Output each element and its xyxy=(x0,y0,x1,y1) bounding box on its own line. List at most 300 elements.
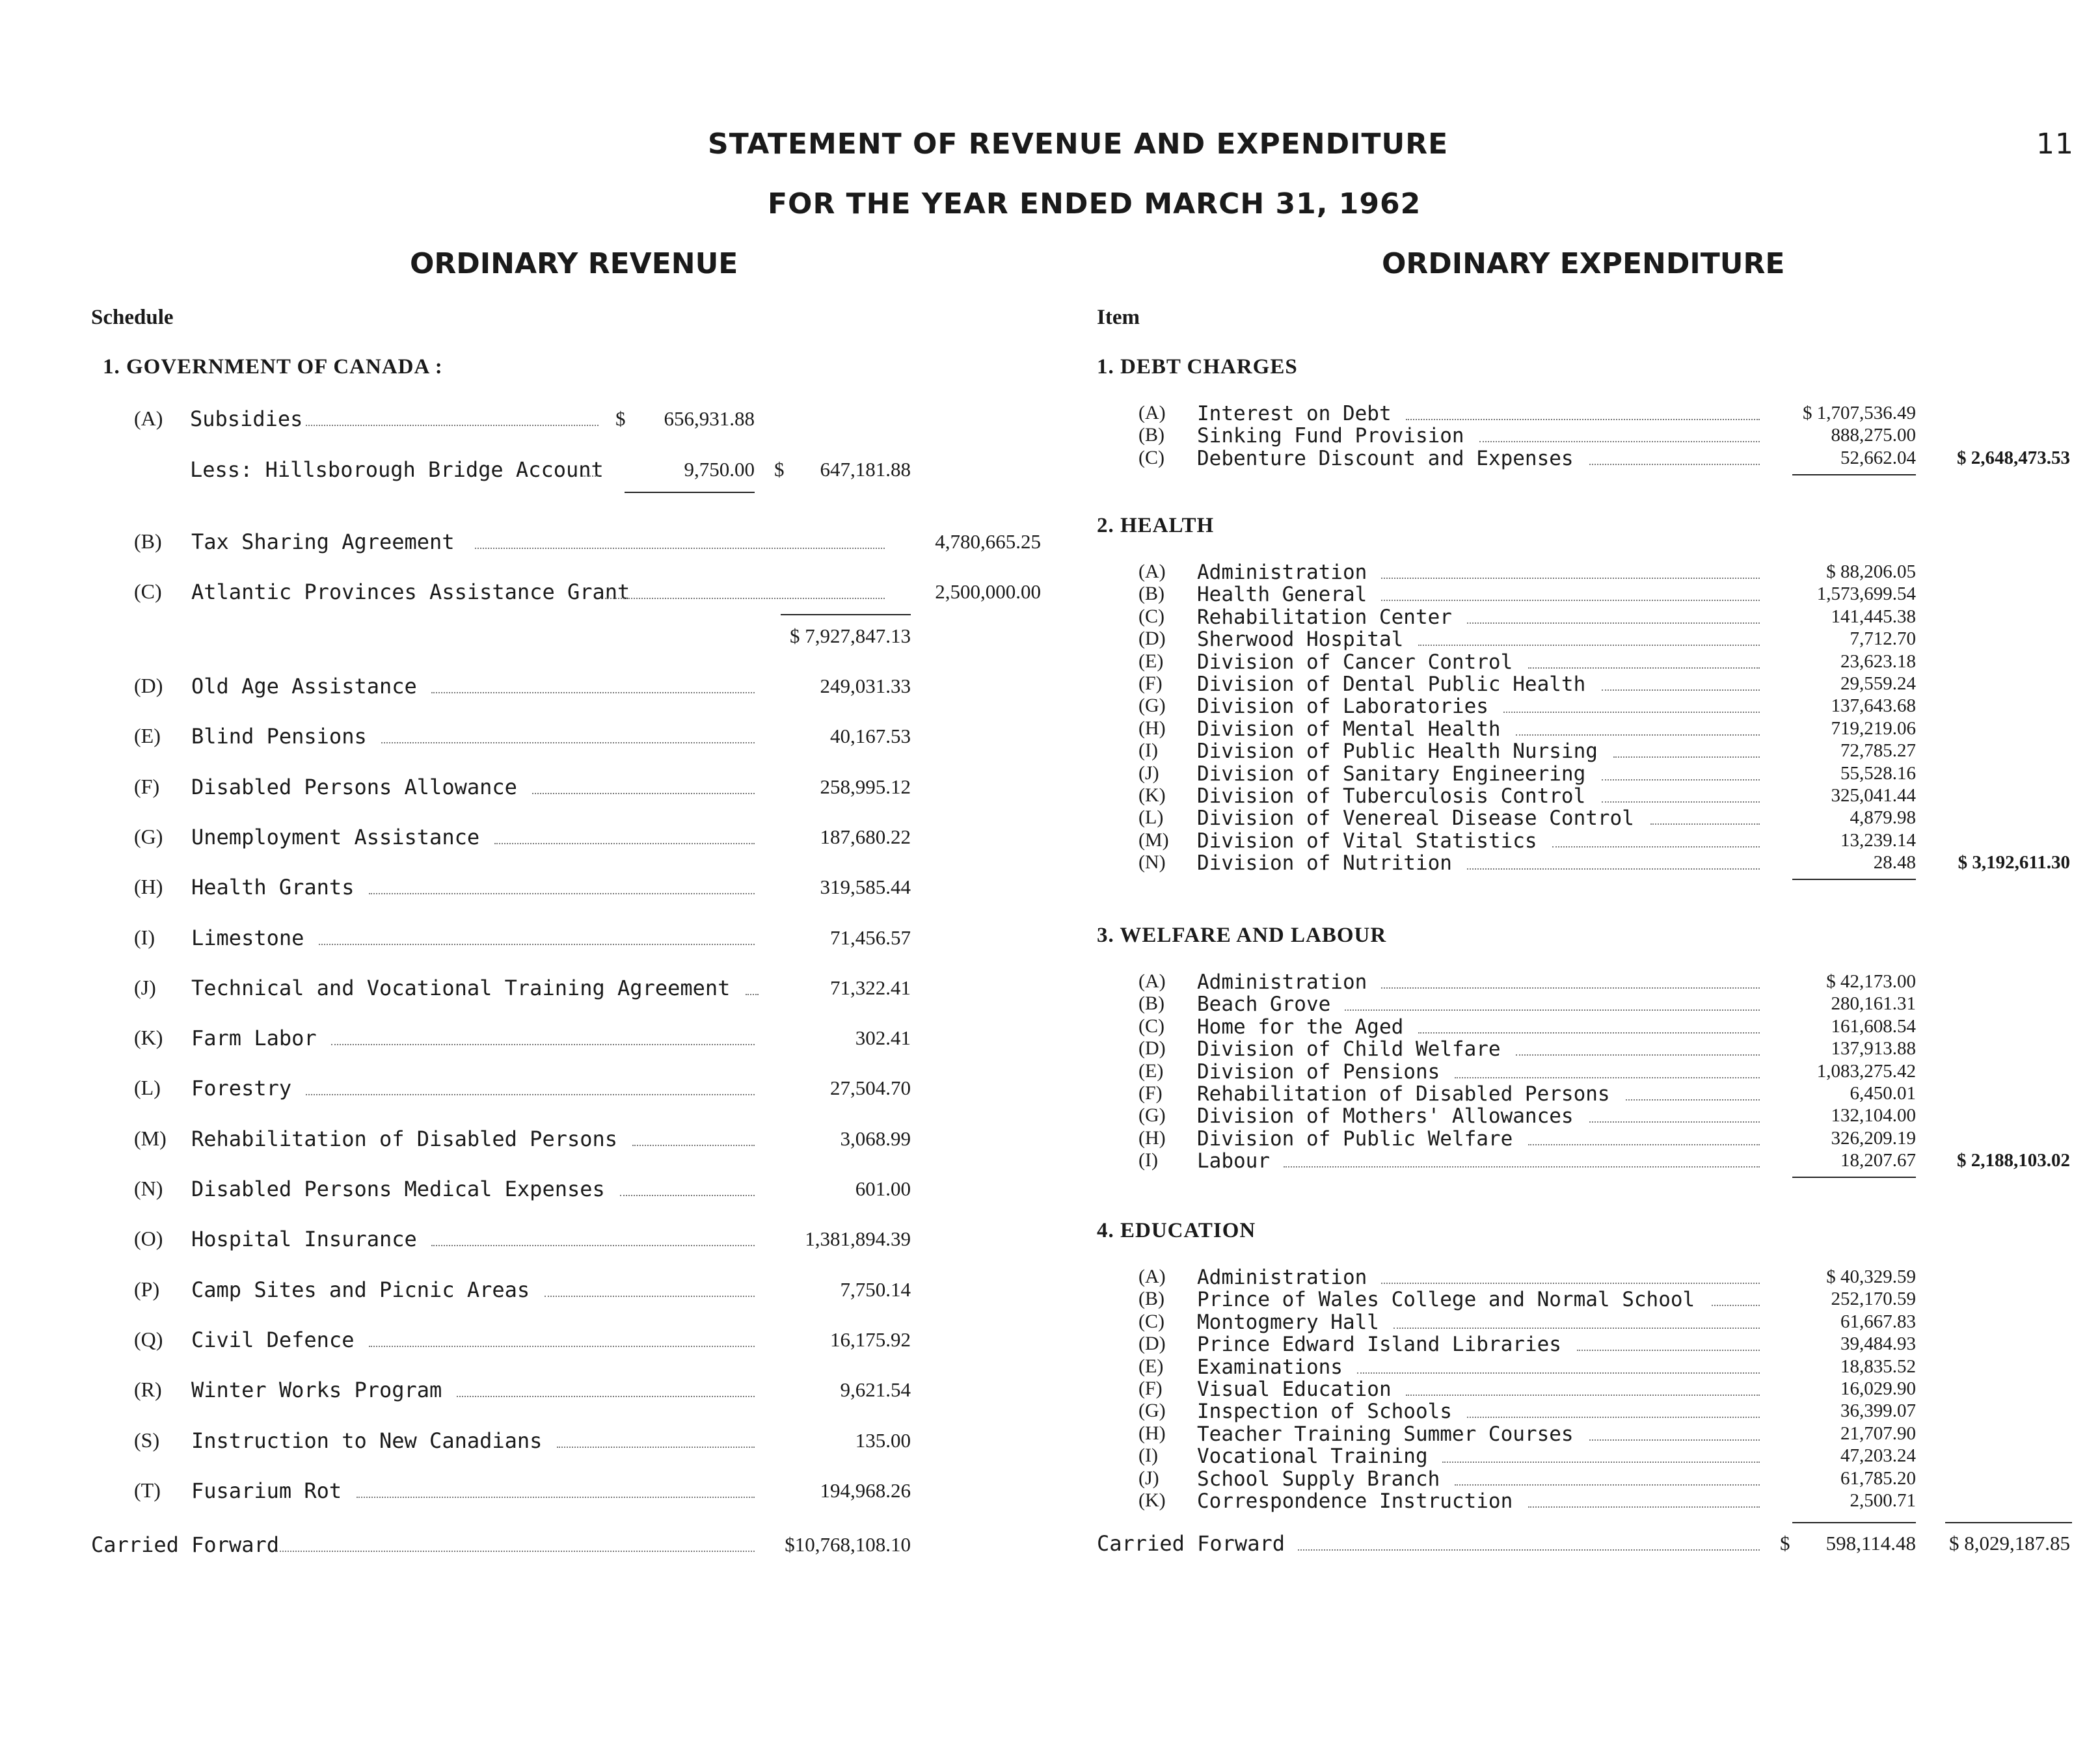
list-item xyxy=(1106,1422,2075,1445)
row-letter: (M) xyxy=(134,1126,167,1150)
carried-forward-label: Carried Forward xyxy=(1097,1531,1285,1556)
row-label: Division of Venereal Disease Control xyxy=(1197,807,1634,831)
row-letter: (D) xyxy=(1138,1037,1166,1060)
leader-dots xyxy=(1467,622,1760,624)
row-letter: (S) xyxy=(134,1428,160,1452)
row-label: Administration xyxy=(1197,561,1367,584)
row-amount: 39,484.93 xyxy=(1840,1333,1916,1355)
less-amount: 9,750.00 xyxy=(684,458,755,481)
row-label: Beach Grove xyxy=(1197,993,1331,1017)
row-letter: (D) xyxy=(1138,628,1166,650)
row-label: Division of Public Health Nursing xyxy=(1197,740,1598,764)
row-label: Unemployment Assistance xyxy=(191,824,480,849)
leader-dots xyxy=(620,1195,755,1196)
row-amount: 61,667.83 xyxy=(1840,1311,1916,1332)
row-letter: (E) xyxy=(1138,650,1164,672)
row-letter: (B) xyxy=(134,529,162,553)
leader-dots xyxy=(1418,645,1760,646)
leader-dots xyxy=(582,475,599,477)
row-amount: 1,083,275.42 xyxy=(1816,1060,1916,1082)
row-letter: (I) xyxy=(1138,740,1158,762)
row-amount: 194,968.26 xyxy=(820,1478,911,1502)
list-item xyxy=(1106,695,2075,717)
row-label: Technical and Vocational Training Agreement xyxy=(191,975,731,1000)
list-item xyxy=(134,825,915,851)
page-subtitle: FOR THE YEAR ENDED MARCH 31, 1962 xyxy=(768,187,1421,220)
row-amount: 137,913.88 xyxy=(1831,1038,1916,1060)
row-letter: (T) xyxy=(134,1478,161,1502)
row-letter: (G) xyxy=(134,824,163,848)
row-letter: (H) xyxy=(1138,717,1166,739)
list-item xyxy=(134,1328,915,1354)
row-label: Prince Edward Island Libraries xyxy=(1197,1333,1561,1357)
leader-dots xyxy=(1626,1099,1760,1101)
row-label: Labour xyxy=(1197,1149,1270,1173)
row-amount: 187,680.22 xyxy=(820,825,911,848)
leader-dots xyxy=(1589,464,1760,465)
section-total: $ 2,648,473.53 xyxy=(1957,447,2070,468)
row-letter: (J) xyxy=(1138,1467,1159,1489)
list-item xyxy=(1106,1104,2075,1127)
revenue-heading: ORDINARY REVENUE xyxy=(410,247,738,280)
row-amount: 258,995.12 xyxy=(820,775,911,798)
leader-dots xyxy=(1381,987,1760,989)
row-letter: (C) xyxy=(1138,1015,1164,1037)
row-letter: (A) xyxy=(1138,1266,1166,1287)
row-label: Camp Sites and Picnic Areas xyxy=(191,1277,530,1302)
list-item xyxy=(1106,1445,2075,1467)
row-amount: $ 88,206.05 xyxy=(1826,561,1916,582)
leader-dots xyxy=(1650,823,1760,825)
row-label: Subsidies xyxy=(190,407,303,431)
rule xyxy=(1792,474,1916,475)
row-label: Fusarium Rot xyxy=(191,1478,342,1503)
row-letter: (C) xyxy=(1138,1310,1164,1332)
leader-dots xyxy=(1516,734,1760,736)
leader-dots xyxy=(746,994,759,995)
leader-dots xyxy=(1357,1372,1760,1374)
row-letter: (D) xyxy=(1138,1333,1166,1355)
row-label: Winter Works Program xyxy=(191,1378,442,1403)
row-amount: 1,573,699.54 xyxy=(1816,583,1916,605)
row-label: School Supply Branch xyxy=(1197,1467,1440,1491)
carried-forward-label: Carried Forward xyxy=(91,1532,279,1557)
row-amount: 16,029.90 xyxy=(1840,1378,1916,1399)
list-item xyxy=(134,1026,915,1052)
row-letter: (F) xyxy=(1138,1378,1163,1399)
row-letter: (B) xyxy=(1138,1288,1164,1310)
rule xyxy=(625,492,755,493)
carried-forward-amount: 598,114.48 xyxy=(1825,1532,1916,1555)
leader-dots xyxy=(1381,600,1760,601)
list-item xyxy=(1106,628,2075,650)
rule xyxy=(1792,1522,1916,1523)
row-label: Inspection of Schools xyxy=(1197,1400,1452,1424)
row-amount: $ 42,173.00 xyxy=(1826,971,1916,992)
row-amount: 719,219.06 xyxy=(1831,717,1916,739)
row-letter: (R) xyxy=(134,1378,162,1402)
row-label: Rehabilitation Center xyxy=(1197,605,1452,629)
list-item xyxy=(1106,1467,2075,1489)
row-label: Teacher Training Summer Courses xyxy=(1197,1422,1574,1446)
row-label: Division of Sanitary Engineering xyxy=(1197,762,1586,786)
row-letter: (B) xyxy=(1138,583,1164,605)
row-letter: (Q) xyxy=(134,1327,163,1351)
row-amount: 21,707.90 xyxy=(1840,1422,1916,1444)
row-letter: (K) xyxy=(1138,1489,1166,1511)
leader-dots xyxy=(381,742,755,743)
row-amount: 9,621.54 xyxy=(840,1378,911,1402)
row-letter: (L) xyxy=(1138,807,1164,829)
revenue-column-label: Schedule xyxy=(91,306,174,329)
leader-dots xyxy=(1381,1283,1760,1284)
row-letter: (H) xyxy=(1138,1127,1166,1149)
row-label: Visual Education xyxy=(1197,1378,1392,1401)
list-item xyxy=(134,1478,915,1504)
leader-dots xyxy=(557,1447,755,1448)
list-item xyxy=(1106,993,2075,1015)
rule xyxy=(1945,1522,2072,1523)
list-item xyxy=(1106,1037,2075,1060)
expenditure-sections xyxy=(1097,0,2082,1749)
row-amount: 18,835.52 xyxy=(1840,1355,1916,1377)
row-letter: (H) xyxy=(1138,1422,1166,1444)
row-amount: 252,170.59 xyxy=(1831,1288,1916,1310)
row-amount: 141,445.38 xyxy=(1831,606,1916,627)
expenditure-column-label: Item xyxy=(1097,306,1140,329)
row-letter: (G) xyxy=(1138,1400,1166,1422)
leader-dots xyxy=(1442,1462,1760,1463)
leader-dots xyxy=(1712,1305,1760,1306)
row-letter: (K) xyxy=(134,1026,163,1050)
row-label: Rehabilitation of Disabled Persons xyxy=(1197,1082,1610,1106)
row-letter: (J) xyxy=(134,975,156,999)
row-amount: 326,209.19 xyxy=(1831,1127,1916,1149)
page-number: 11 xyxy=(2036,127,2074,161)
list-item xyxy=(134,1227,915,1253)
row-amount: 319,585.44 xyxy=(820,875,911,899)
row-amount: 71,456.57 xyxy=(830,926,911,949)
row-amount: 1,381,894.39 xyxy=(805,1227,911,1251)
list-item xyxy=(134,674,915,700)
row-amount: 23,623.18 xyxy=(1840,650,1916,672)
leader-dots xyxy=(1577,1350,1760,1351)
row-label: Disabled Persons Medical Expenses xyxy=(191,1177,605,1201)
row-amount: 13,239.14 xyxy=(1840,829,1916,851)
row-amount: 40,167.53 xyxy=(830,725,911,748)
row-label: Hospital Insurance xyxy=(191,1227,417,1252)
leader-dots xyxy=(319,944,755,945)
row-amount: $ 1,707,536.49 xyxy=(1803,403,1916,423)
row-label: Debenture Discount and Expenses xyxy=(1197,446,1574,470)
row-amount: 6,450.01 xyxy=(1850,1083,1916,1104)
leader-dots xyxy=(431,692,755,693)
row-label: Health General xyxy=(1197,583,1367,607)
leader-dots xyxy=(1479,441,1760,442)
row-letter: (C) xyxy=(1138,605,1164,627)
row-letter: (C) xyxy=(1138,446,1164,468)
row-label: Farm Labor xyxy=(191,1026,317,1051)
row-label: Sinking Fund Provision xyxy=(1197,424,1464,448)
leader-dots xyxy=(545,1296,755,1297)
expenditure-heading: ORDINARY EXPENDITURE xyxy=(1382,247,1785,280)
list-item xyxy=(1106,807,2075,829)
list-item xyxy=(134,875,915,901)
row-amount: 280,161.31 xyxy=(1831,993,1916,1015)
row-amount: 71,322.41 xyxy=(830,976,911,999)
list-item xyxy=(134,1076,915,1102)
leader-dots xyxy=(1345,1009,1760,1011)
row-label: Administration xyxy=(1197,1266,1367,1289)
list-item xyxy=(134,926,915,952)
leader-dots xyxy=(369,1346,755,1347)
list-item xyxy=(1106,717,2075,740)
list-item xyxy=(1106,1311,2075,1333)
row-amount: 28.48 xyxy=(1873,852,1916,874)
row-amount: 302.41 xyxy=(855,1026,911,1050)
leader-dots xyxy=(1589,1439,1760,1441)
row-letter: (N) xyxy=(1138,851,1166,874)
row-label: Examinations xyxy=(1197,1355,1343,1379)
row-letter: (I) xyxy=(1138,1445,1158,1467)
row-letter: (G) xyxy=(1138,1104,1166,1127)
dollar-sign: $ xyxy=(615,407,626,430)
list-item xyxy=(1106,1127,2075,1149)
row-letter: (J) xyxy=(1138,762,1159,784)
row-label: Tax Sharing Agreement xyxy=(191,529,455,554)
list-item xyxy=(1106,650,2075,673)
row-label: Correspondence Instruction xyxy=(1197,1489,1513,1513)
row-letter: (H) xyxy=(134,875,163,899)
row-letter: (E) xyxy=(1138,1060,1164,1082)
rule xyxy=(1792,879,1916,880)
row-label: Montogmery Hall xyxy=(1197,1310,1379,1334)
row-label: Rehabilitation of Disabled Persons xyxy=(191,1126,618,1151)
page-title: STATEMENT OF REVENUE AND EXPENDITURE xyxy=(708,127,1449,161)
leader-dots xyxy=(1418,1032,1760,1034)
row-label: Interest on Debt xyxy=(1197,402,1392,425)
row-letter: (N) xyxy=(134,1177,163,1200)
list-item xyxy=(134,1428,915,1454)
revenue-subtotal: $ 7,927,847.13 xyxy=(790,624,911,647)
row-letter: (L) xyxy=(134,1076,161,1100)
row-letter: (B) xyxy=(1138,424,1164,446)
leader-dots xyxy=(331,1044,755,1045)
row-amount: 72,785.27 xyxy=(1840,740,1916,762)
row-amount: 7,750.14 xyxy=(840,1277,911,1301)
row-letter: (O) xyxy=(134,1227,163,1251)
row-letter: (B) xyxy=(1138,993,1164,1015)
list-item xyxy=(1106,606,2075,628)
carried-forward-total: $ 8,029,187.85 xyxy=(1949,1532,2070,1555)
row-amount: 888,275.00 xyxy=(1831,425,1916,446)
list-item xyxy=(1106,561,2075,583)
leader-dots xyxy=(1602,779,1760,781)
section-title: 4. EDUCATION xyxy=(1097,1219,1256,1242)
leader-dots xyxy=(1528,1506,1760,1508)
row-label: Division of Vital Statistics xyxy=(1197,829,1537,853)
row-label: Forestry xyxy=(191,1076,292,1101)
row-label: Prince of Wales College and Normal School xyxy=(1197,1288,1695,1312)
leader-dots xyxy=(1552,846,1760,848)
row-label: Division of Public Welfare xyxy=(1197,1127,1513,1151)
leader-dots xyxy=(1503,712,1760,713)
row-amount: $ 40,329.59 xyxy=(1826,1266,1916,1287)
leader-dots xyxy=(1467,868,1760,870)
row-amount: 52,662.04 xyxy=(1840,447,1916,468)
leader-dots xyxy=(1455,1077,1760,1078)
list-item xyxy=(1106,1288,2075,1310)
list-item xyxy=(1106,1015,2075,1037)
leader-dots xyxy=(1528,667,1760,669)
row-amount: 2,500,000.00 xyxy=(935,580,1041,603)
list-item xyxy=(1106,583,2075,605)
row-letter: (D) xyxy=(134,674,163,697)
leader-dots xyxy=(369,893,755,894)
row-letter: (I) xyxy=(134,925,155,949)
row-amount: 61,785.20 xyxy=(1840,1467,1916,1489)
leader-dots xyxy=(357,1497,755,1498)
list-item xyxy=(1106,740,2075,762)
row-amount: 7,712.70 xyxy=(1850,628,1916,650)
row-label: Division of Pensions xyxy=(1197,1060,1440,1084)
list-item xyxy=(1106,1355,2075,1378)
leader-dots xyxy=(1455,1484,1760,1486)
row-label: Division of Laboratories xyxy=(1197,695,1488,719)
section-title: 1. DEBT CHARGES xyxy=(1097,355,1298,379)
list-item xyxy=(1106,673,2075,695)
section-title: 2. HEALTH xyxy=(1097,514,1215,537)
list-item xyxy=(1106,1082,2075,1104)
row-label: Disabled Persons Allowance xyxy=(191,774,517,799)
row-label: Division of Child Welfare xyxy=(1197,1037,1501,1061)
row-amount: 29,559.24 xyxy=(1840,673,1916,694)
leader-dots xyxy=(431,1245,755,1246)
rule xyxy=(781,614,911,615)
row-label: Instruction to New Canadians xyxy=(191,1428,543,1453)
revenue-section-title: 1. GOVERNMENT OF CANADA : xyxy=(103,355,443,379)
row-label: Blind Pensions xyxy=(191,724,367,749)
leader-dots xyxy=(1528,1144,1760,1145)
row-label: Sherwood Hospital xyxy=(1197,628,1404,652)
row-amount: 47,203.24 xyxy=(1840,1445,1916,1467)
row-letter: (A) xyxy=(1138,402,1166,423)
list-item xyxy=(1106,1378,2075,1400)
row-label: Division of Mental Health xyxy=(1197,717,1501,741)
list-item xyxy=(1106,829,2075,851)
list-item xyxy=(1106,762,2075,784)
list-item xyxy=(1106,1333,2075,1355)
row-letter: (A) xyxy=(134,407,163,430)
row-amount: 18,207.67 xyxy=(1840,1150,1916,1171)
row-amount: 2,500.71 xyxy=(1850,1490,1916,1511)
leader-dots xyxy=(1406,1395,1760,1396)
less-label: Less: Hillsborough Bridge Account xyxy=(190,457,604,482)
leader-dots xyxy=(306,425,599,426)
row-amount: 249,031.33 xyxy=(820,674,911,697)
row-amount: 132,104.00 xyxy=(1831,1105,1916,1127)
leader-dots xyxy=(1602,801,1760,803)
row-label: Division of Dental Public Health xyxy=(1197,673,1586,696)
list-item xyxy=(1106,1400,2075,1422)
list-item xyxy=(1106,1266,2075,1288)
row-amount: 16,175.92 xyxy=(830,1328,911,1351)
list-item xyxy=(134,1177,915,1203)
leader-dots xyxy=(457,1396,755,1397)
dollar-sign: $ xyxy=(1780,1532,1790,1555)
list-item xyxy=(134,724,915,750)
row-letter: (E) xyxy=(1138,1355,1164,1377)
row-letter: (A) xyxy=(1138,561,1166,582)
row-label: Limestone xyxy=(191,925,304,950)
row-amount: 55,528.16 xyxy=(1840,762,1916,784)
row-letter: (I) xyxy=(1138,1149,1158,1171)
row-letter: (F) xyxy=(134,774,160,798)
leader-dots xyxy=(1298,1549,1760,1551)
list-item xyxy=(134,1277,915,1303)
list-item xyxy=(134,1127,915,1153)
leader-dots xyxy=(1381,578,1760,579)
rule xyxy=(1792,1177,1916,1178)
list-item xyxy=(1106,1489,2075,1512)
row-label: Vocational Training xyxy=(1197,1445,1428,1469)
carried-forward-amount: $10,768,108.10 xyxy=(785,1533,911,1556)
row-letter: (C) xyxy=(134,580,162,603)
list-item xyxy=(1106,784,2075,807)
list-item xyxy=(134,1378,915,1404)
row-amount: 656,931.88 xyxy=(664,407,755,430)
list-item xyxy=(134,976,915,1002)
row-label: Administration xyxy=(1197,970,1367,994)
list-item xyxy=(134,775,915,801)
leader-dots xyxy=(1393,1328,1760,1329)
row-amount: 135.00 xyxy=(855,1428,911,1452)
row-letter: (E) xyxy=(134,724,161,748)
row-letter: (P) xyxy=(134,1277,160,1301)
row-letter: (F) xyxy=(1138,1082,1163,1104)
row-label: Health Grants xyxy=(191,875,355,900)
row-letter: (M) xyxy=(1138,829,1169,851)
leader-dots xyxy=(532,793,755,794)
row-label: Civil Defence xyxy=(191,1327,355,1352)
leader-dots xyxy=(1284,1166,1760,1168)
section-total: $ 2,188,103.02 xyxy=(1957,1150,2070,1171)
row-letter: (A) xyxy=(1138,970,1166,992)
row-label: Home for the Aged xyxy=(1197,1015,1404,1039)
leader-dots xyxy=(1467,1417,1760,1418)
section-total: $ 3,192,611.30 xyxy=(1958,852,2070,874)
row-label: Division of Mothers' Allowances xyxy=(1197,1104,1574,1128)
row-amount: 137,643.68 xyxy=(1831,695,1916,717)
row-amount: 601.00 xyxy=(855,1177,911,1200)
leader-dots xyxy=(1589,1121,1760,1123)
row-label: Atlantic Provinces Assistance Grant xyxy=(191,580,630,604)
row-amount: 27,504.70 xyxy=(830,1076,911,1100)
leader-dots xyxy=(632,1145,755,1146)
row-amount: 4,780,665.25 xyxy=(935,530,1041,553)
dollar-sign: $ xyxy=(774,458,785,481)
row-letter: (K) xyxy=(1138,784,1166,806)
row-label: Division of Cancer Control xyxy=(1197,650,1513,674)
row-amount: 36,399.07 xyxy=(1840,1400,1916,1422)
list-item xyxy=(1106,970,2075,993)
row-letter: (F) xyxy=(1138,673,1163,694)
row-letter: (G) xyxy=(1138,695,1166,717)
less-net-amount: 647,181.88 xyxy=(820,458,911,481)
leader-dots xyxy=(1602,689,1760,691)
row-label: Old Age Assistance xyxy=(191,674,417,699)
list-item xyxy=(1106,1060,2075,1082)
